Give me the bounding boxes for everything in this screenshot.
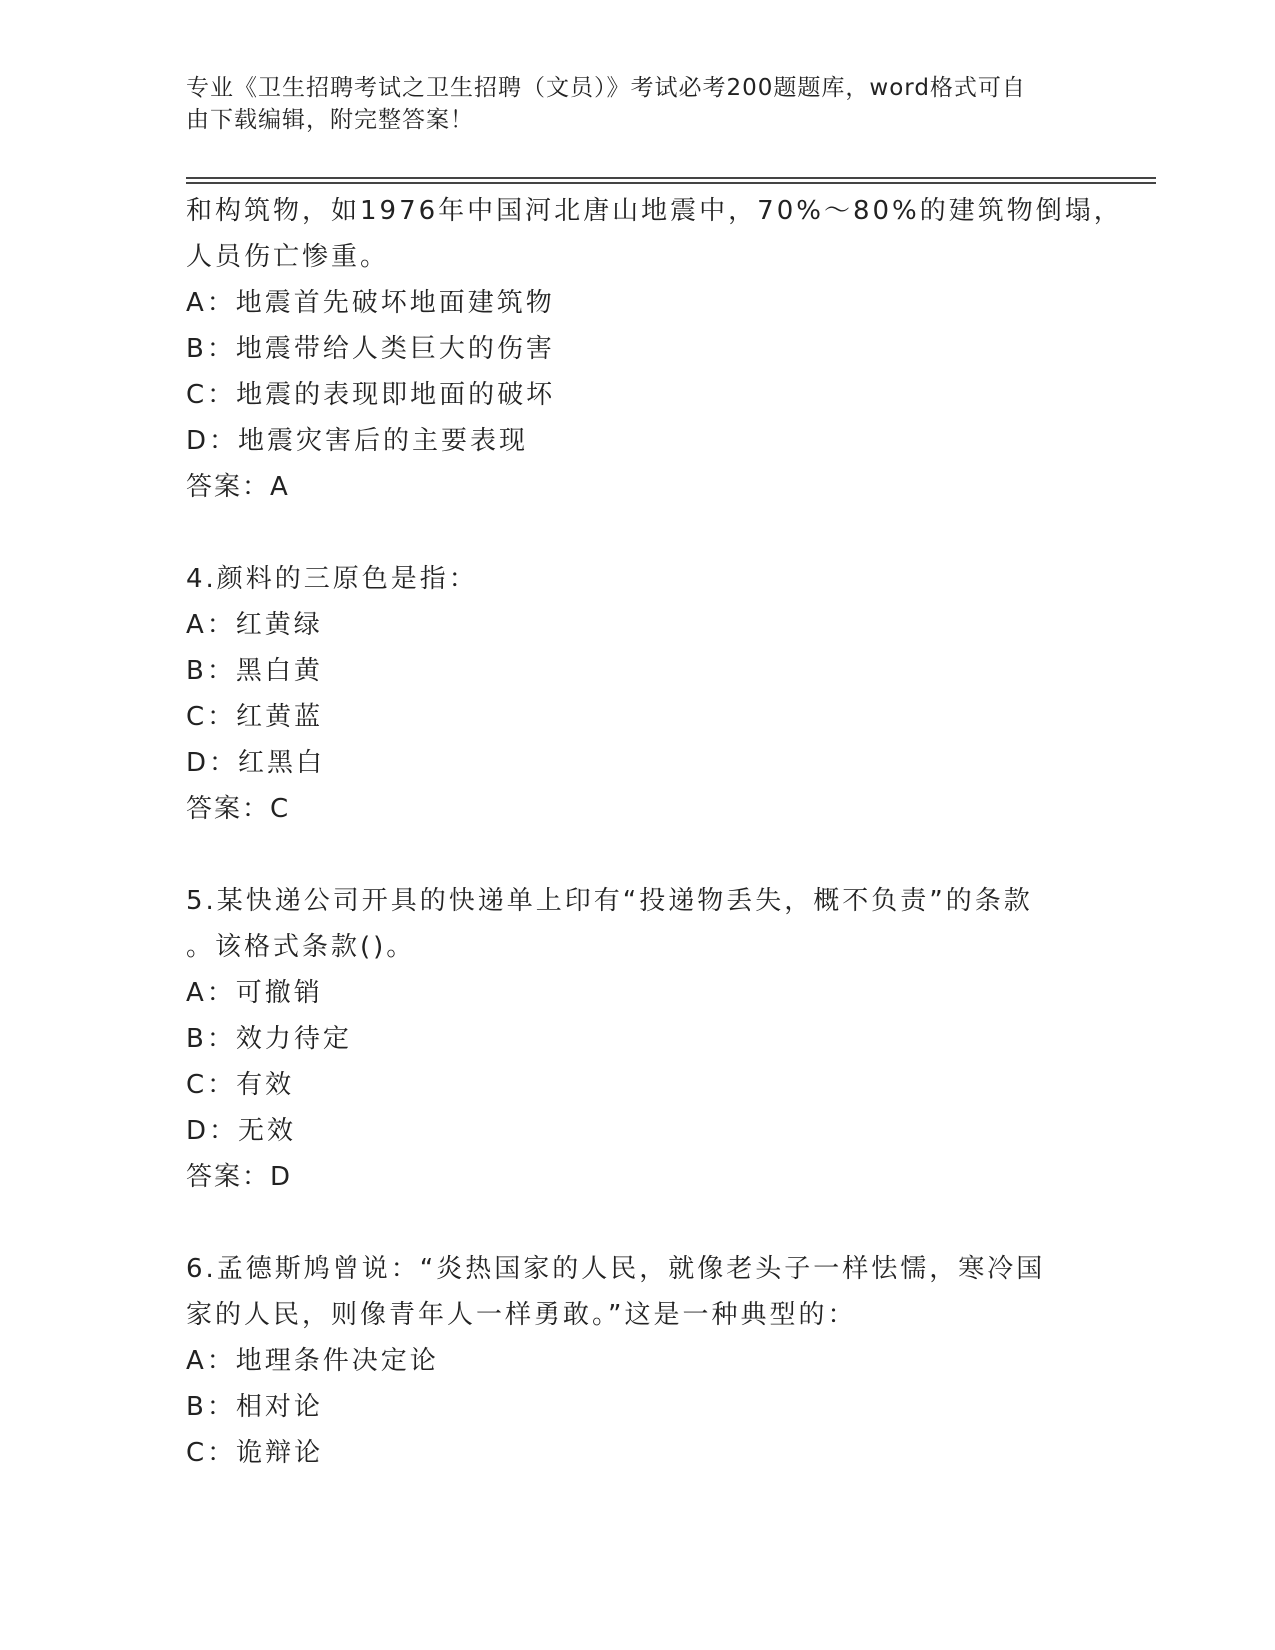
question-stem: 5.某快递公司开具的快递单上印有“投递物丢失，概不负责”的条款 — [186, 886, 1033, 916]
option-d: D：无效 — [186, 1116, 297, 1146]
answer: 答案：C — [186, 794, 291, 824]
header-divider-bottom — [186, 182, 1156, 184]
spacer — [186, 1200, 1066, 1246]
answer: 答案：D — [186, 1162, 293, 1192]
spacer — [186, 510, 1066, 556]
header-divider-top — [186, 177, 1156, 179]
option-d: D：红黑白 — [186, 748, 326, 778]
question-stem: 。该格式条款()。 — [186, 932, 416, 962]
header-line-1: 专业《卫生招聘考试之卫生招聘（文员）》考试必考200题题库，word格式可自 — [186, 75, 1026, 101]
option-d: D：地震灾害后的主要表现 — [186, 426, 529, 456]
document-header — [186, 72, 1056, 136]
question-stem: 6.孟德斯鸠曾说：“炎热国家的人民，就像老头子一样怯懦，寒冷国 — [186, 1254, 1046, 1284]
option-c: C：红黄蓝 — [186, 702, 324, 732]
question-stem: 和构筑物，如1976年中国河北唐山地震中，70%～80%的建筑物倒塌， — [186, 196, 1123, 226]
option-a: A：地震首先破坏地面建筑物 — [186, 288, 555, 318]
question-6 — [186, 1246, 1066, 1476]
question-4 — [186, 556, 1066, 832]
question-stem: 4.颜料的三原色是指： — [186, 564, 478, 594]
option-b: B：效力待定 — [186, 1024, 352, 1054]
option-a: A：红黄绿 — [186, 610, 323, 640]
option-c: C：地震的表现即地面的破坏 — [186, 380, 556, 410]
question-stem: 人员伤亡惨重。 — [186, 242, 390, 272]
question-list — [186, 188, 1123, 1476]
spacer — [186, 832, 1066, 878]
option-c: C：有效 — [186, 1070, 295, 1100]
answer: 答案：A — [186, 472, 290, 502]
option-b: B：黑白黄 — [186, 656, 323, 686]
header-line-2: 由下载编辑，附完整答案！ — [186, 107, 474, 133]
option-a: A：可撤销 — [186, 978, 323, 1008]
option-b: B：地震带给人类巨大的伤害 — [186, 334, 555, 364]
option-c: C：诡辩论 — [186, 1438, 324, 1468]
option-b: B：相对论 — [186, 1392, 323, 1422]
question-stem: 家的人民，则像青年人一样勇敢。”这是一种典型的： — [186, 1300, 857, 1330]
option-a: A：地理条件决定论 — [186, 1346, 439, 1376]
question-3-continuation — [186, 188, 1123, 510]
question-5 — [186, 878, 1066, 1200]
